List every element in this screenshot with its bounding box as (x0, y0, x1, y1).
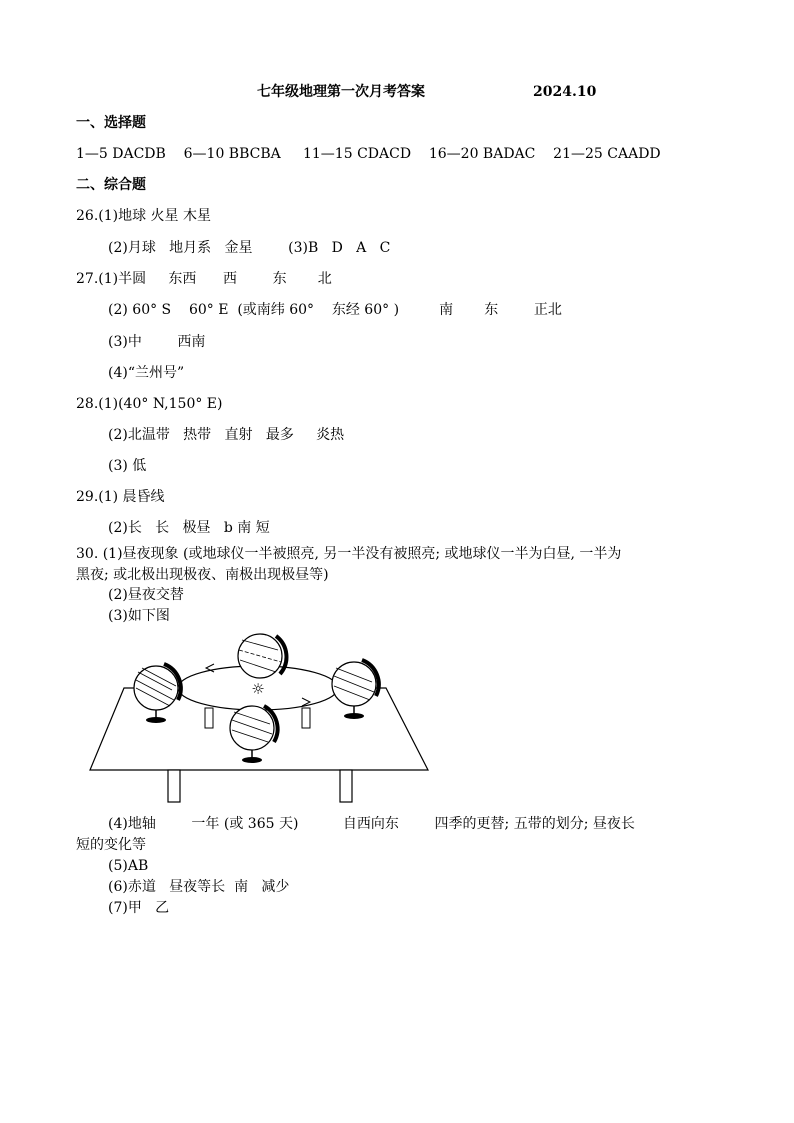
q26-line-1: 26.(1)地球 火星 木星 (76, 208, 211, 224)
q29-line-1: 29.(1) 晨昏线 (76, 489, 165, 505)
globe-bottom (230, 706, 278, 763)
q28-line-2: (2)北温带 热带 直射 最多 炎热 (108, 427, 345, 443)
globe-orbit-figure (86, 630, 436, 810)
q30-line-1a: 30. (1)昼夜现象 (或地球仪一半被照亮, 另一半没有被照亮; 或地球仪一半为白昼, 一半为 (76, 546, 622, 562)
sun-icon: ☼ (251, 680, 265, 698)
q30-line-1b: 黑夜; 或北极出现极夜、南极出现极昼等) (76, 567, 329, 583)
q30-line-4a: (4)地轴 一年 (或 365 天) 自西向东 四季的更替; 五带的划分; 昼夜长 (108, 816, 635, 832)
page-date: 2024.10 (533, 84, 597, 100)
q27-line-3: (3)中 西南 (108, 334, 206, 350)
q27-line-4: (4)“兰州号” (108, 365, 185, 381)
q28-line-3: (3) 低 (108, 458, 147, 474)
q26-line-2: (2)月球 地月系 金星 (3)B D A C (108, 240, 391, 256)
section-heading-choice: 一、选择题 (76, 115, 146, 131)
q30-line-5: (5)AB (108, 858, 149, 874)
choice-answers: 1—5 DACDB 6—10 BBCBA 11—15 CDACD 16—20 BADAC 21—25 CAADD (76, 146, 661, 162)
q30-line-4b: 短的变化等 (76, 837, 146, 853)
q29-line-2: (2)长 长 极昼 b 南 短 (108, 520, 270, 536)
q30-line-2: (2)昼夜交替 (108, 587, 184, 603)
q30-line-3: (3)如下图 (108, 608, 170, 624)
q27-line-1: 27.(1)半圆 东西 西 东 北 (76, 271, 332, 287)
q30-line-7: (7)甲 乙 (108, 900, 170, 916)
q30-line-6: (6)赤道 昼夜等长 南 减少 (108, 879, 290, 895)
globe-right (332, 660, 379, 719)
section-heading-comprehensive: 二、综合题 (76, 177, 146, 193)
page-title: 七年级地理第一次月考答案 (257, 84, 425, 100)
q28-line-1: 28.(1)(40° N,150° E) (76, 396, 223, 412)
globe-left (134, 664, 181, 723)
q27-line-2: (2) 60° S 60° E (或南纬 60° 东经 60° ) 南 东 正北 (108, 302, 562, 318)
